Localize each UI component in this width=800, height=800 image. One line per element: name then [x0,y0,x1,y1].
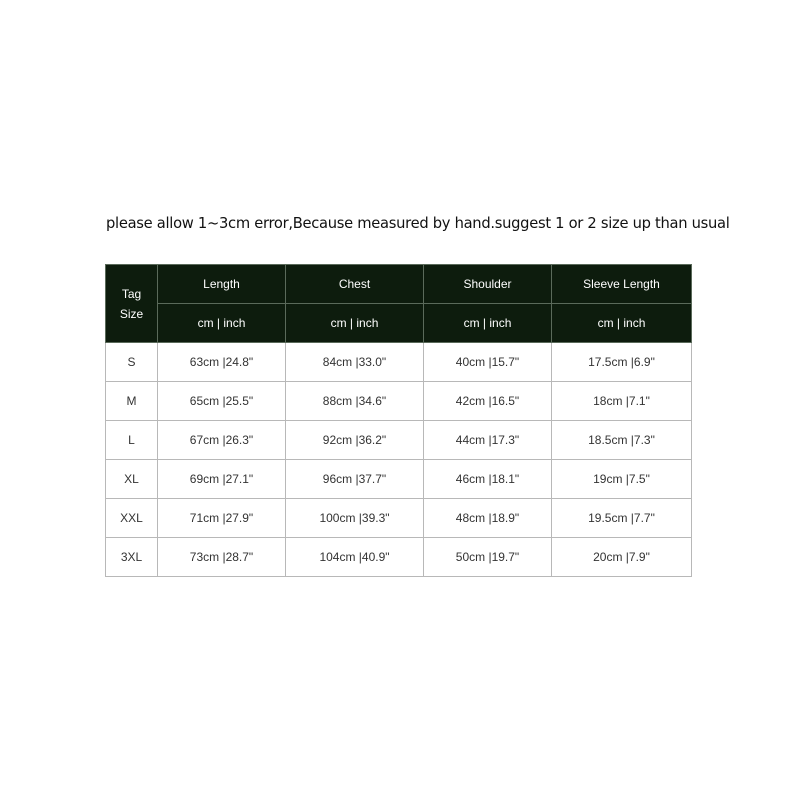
sleeve-length-cell: 20cm |7.9" [552,538,692,577]
size-cell: M [106,382,158,421]
shoulder-cell: 40cm |15.7" [424,343,552,382]
size-cell: 3XL [106,538,158,577]
tag-size-header [106,265,158,343]
column-header-shoulder: Shoulder [424,265,552,304]
tag-header-line2: Size [119,306,144,321]
table-row [106,499,692,538]
column-header-length: Length [158,265,286,304]
shoulder-cell: 46cm |18.1" [424,460,552,499]
unit-row [106,304,692,343]
table-row [106,538,692,577]
size-cell: L [106,421,158,460]
table-row [106,460,692,499]
size-note: please allow 1~3cm error,Because measured by hand.suggest 1 or 2 size up than usual [106,214,730,232]
size-chart-table [105,264,692,577]
length-cell: 65cm |25.5" [158,382,286,421]
table-row [106,421,692,460]
tag-header-line1: Tag [121,286,142,301]
column-header-sleeve-length: Sleeve Length [552,265,692,304]
shoulder-cell: 44cm |17.3" [424,421,552,460]
size-cell: XL [106,460,158,499]
chest-cell: 104cm |40.9" [286,538,424,577]
table-row [106,382,692,421]
chest-cell: 92cm |36.2" [286,421,424,460]
sleeve-length-cell: 19.5cm |7.7" [552,499,692,538]
unit-label: cm | inch [424,304,552,343]
shoulder-cell: 50cm |19.7" [424,538,552,577]
table-row [106,343,692,382]
header-row [106,265,692,304]
length-cell: 71cm |27.9" [158,499,286,538]
sleeve-length-cell: 18.5cm |7.3" [552,421,692,460]
length-cell: 69cm |27.1" [158,460,286,499]
length-cell: 73cm |28.7" [158,538,286,577]
chest-cell: 100cm |39.3" [286,499,424,538]
length-cell: 63cm |24.8" [158,343,286,382]
unit-label: cm | inch [286,304,424,343]
chest-cell: 84cm |33.0" [286,343,424,382]
size-cell: XXL [106,499,158,538]
length-cell: 67cm |26.3" [158,421,286,460]
sleeve-length-cell: 18cm |7.1" [552,382,692,421]
size-cell: S [106,343,158,382]
chest-cell: 96cm |37.7" [286,460,424,499]
shoulder-cell: 48cm |18.9" [424,499,552,538]
unit-label: cm | inch [158,304,286,343]
chest-cell: 88cm |34.6" [286,382,424,421]
unit-label: cm | inch [552,304,692,343]
column-header-chest: Chest [286,265,424,304]
sleeve-length-cell: 19cm |7.5" [552,460,692,499]
sleeve-length-cell: 17.5cm |6.9" [552,343,692,382]
shoulder-cell: 42cm |16.5" [424,382,552,421]
